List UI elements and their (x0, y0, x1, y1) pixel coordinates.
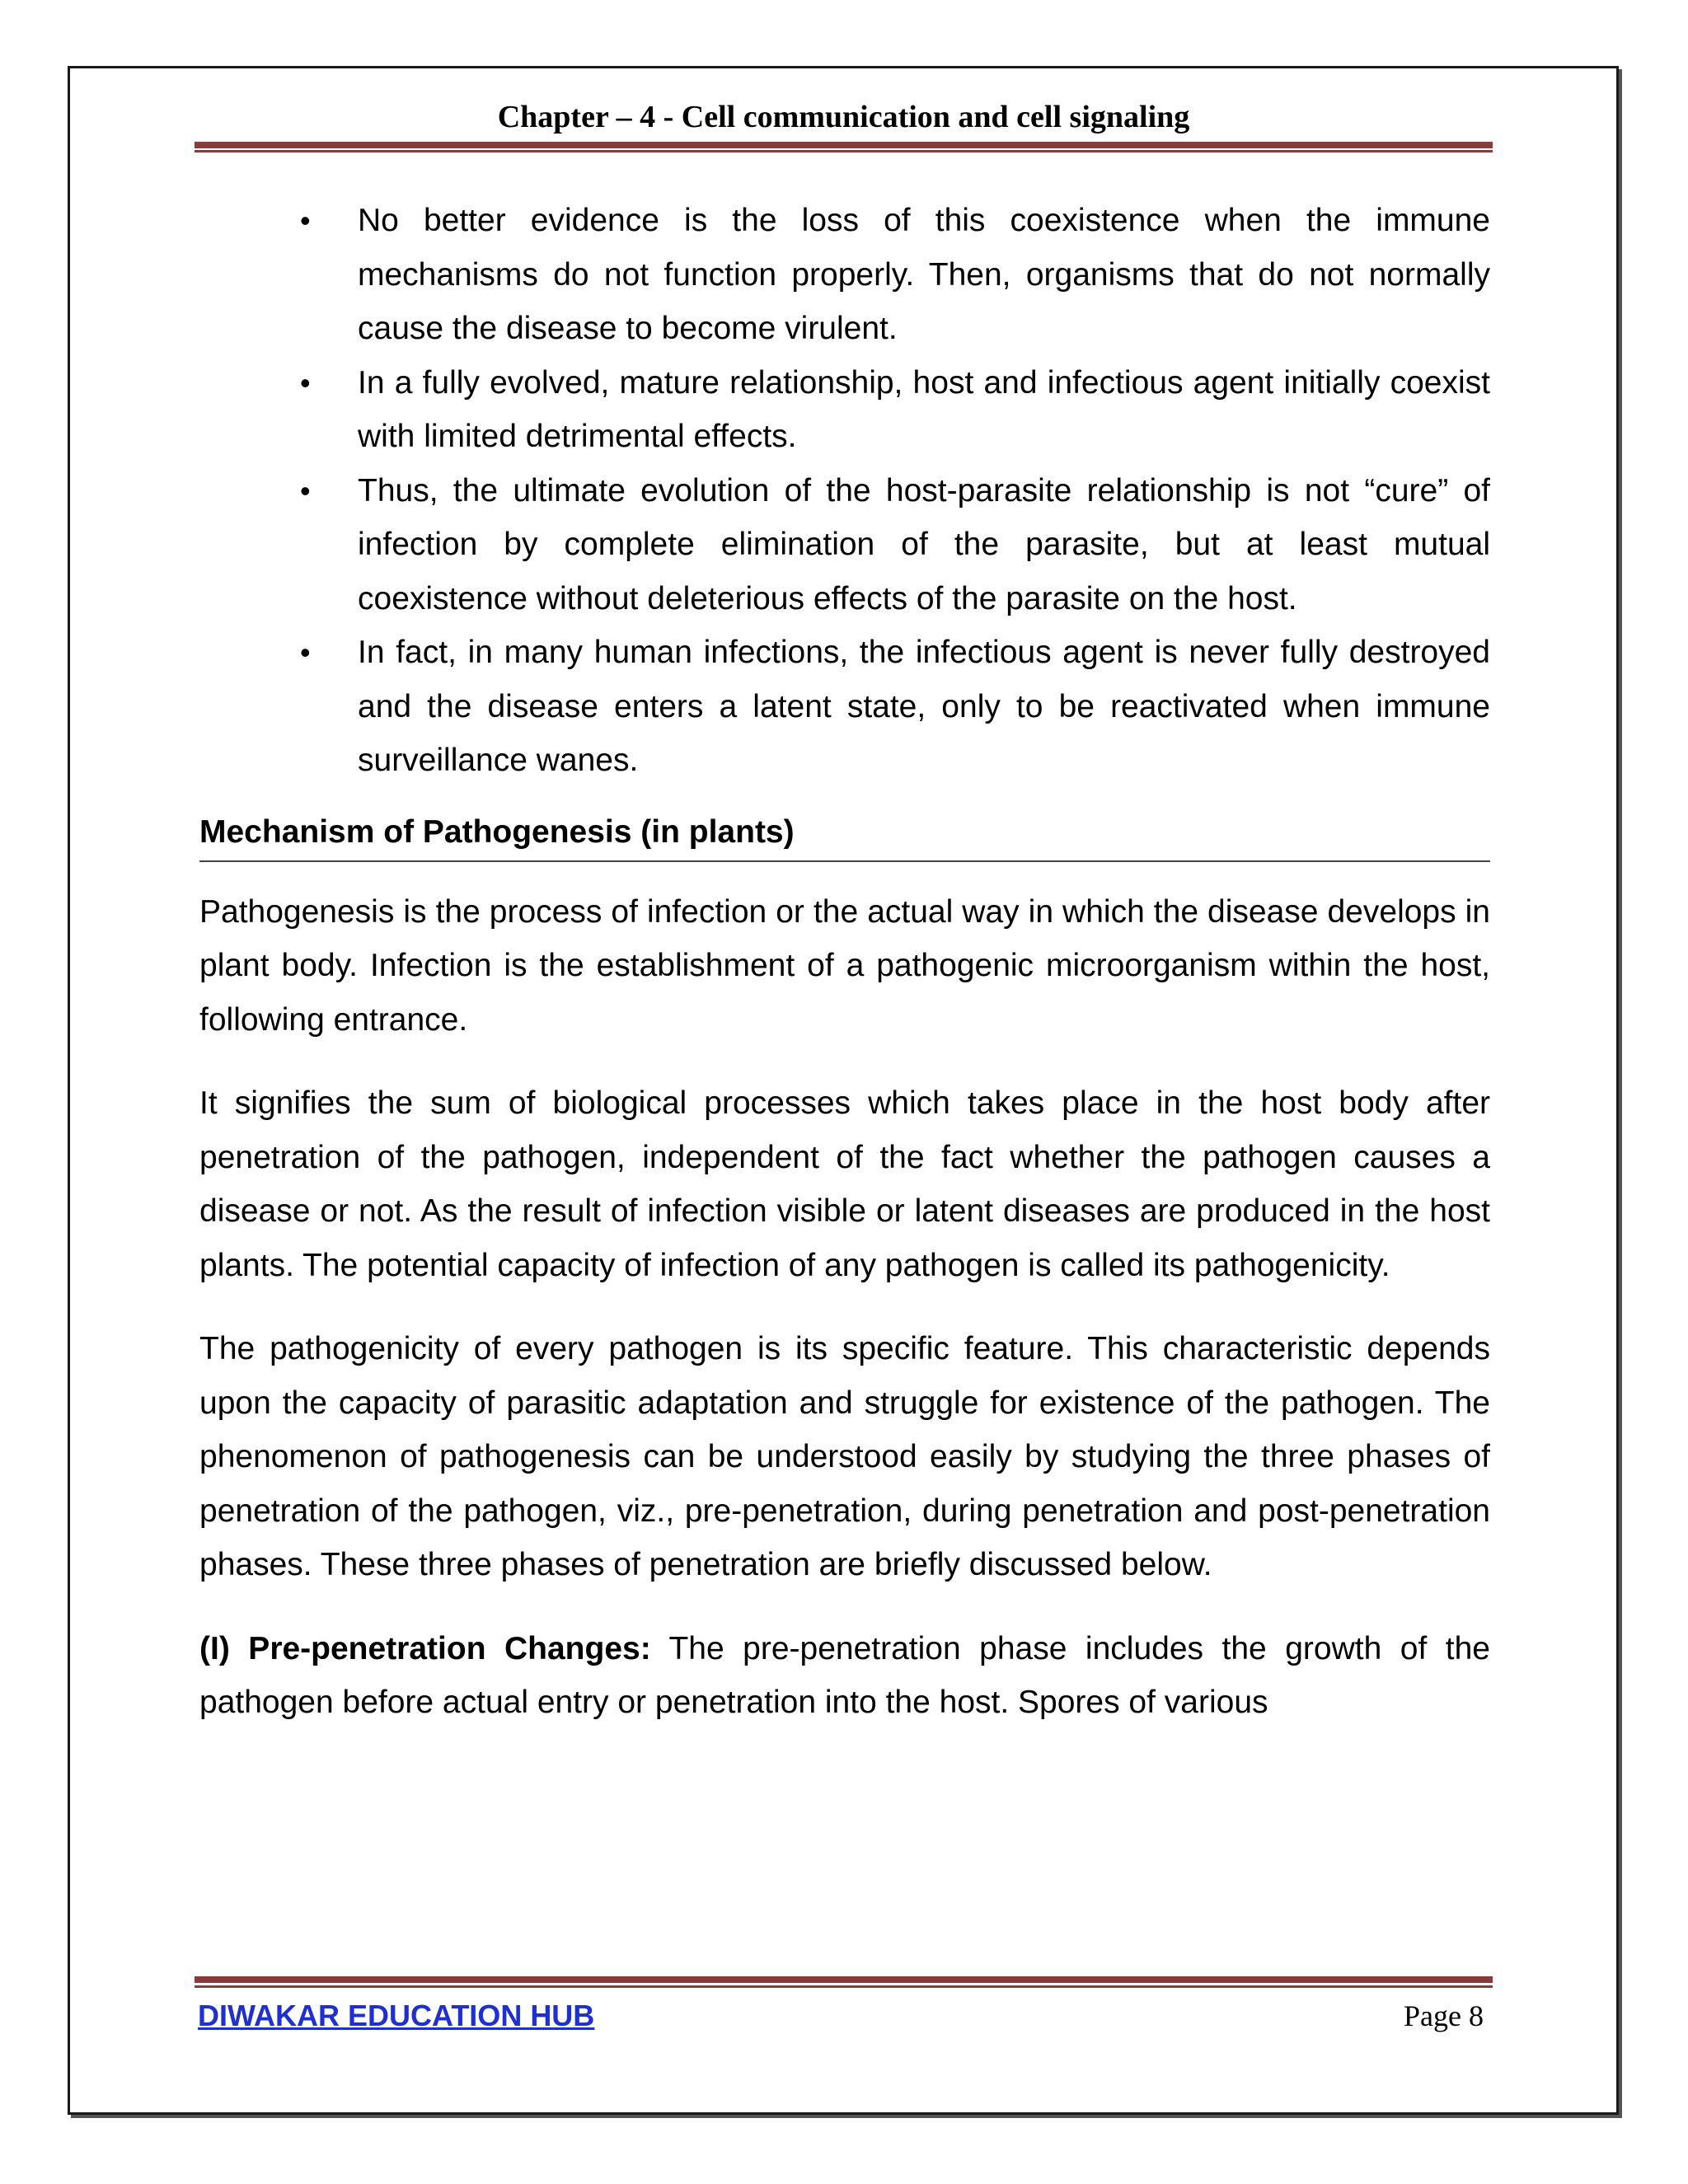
header-rule-thin (195, 150, 1493, 152)
bullet-icon: • (300, 635, 311, 669)
paragraph: It signifies the sum of biological processes which takes place in the host body after penetration of the pathogen, independent of the fact whether the pathogen causes a disease or not. As the result of infection visible or latent diseases are produced in the host plants. The potential capacity of infection of any pathogen is called its pathogenicity. (199, 1085, 1490, 1283)
bullet-list (199, 194, 1490, 788)
bullet-icon: • (300, 204, 311, 237)
pre-penetration-text: The pre-penetration phase includes the growth of the pathogen before actual entry or penetration into the host. Spores of various (199, 1630, 1490, 1720)
footer-brand-link[interactable]: DIWAKAR EDUCATION HUB (198, 1999, 595, 2032)
page-header-title: Chapter – 4 - Cell communication and cell signaling (497, 100, 1190, 134)
header-rule-thick (195, 142, 1493, 148)
bullet-text: No better evidence is the loss of this coexistence when the immune mechanisms do not function properly. Then, organisms that do not normally cause the disease to become virulent. (358, 203, 1490, 346)
paragraph: The pathogenicity of every pathogen is its specific feature. This characteristic depends upon the capacity of parasitic adaptation and struggle for existence of the pathogen. The phenomenon of pathogenesis can be understood easily by studying the three phases of penetration of the pathogen, viz., pre-penetration, during penetration and post-penetration phases. These three phases of penetration are briefly discussed below. (199, 1331, 1490, 1582)
page-content (199, 194, 1490, 1730)
bullet-item (300, 626, 1490, 788)
bullet-item (300, 464, 1490, 626)
paragraph: Pathogenesis is the process of infection or the actual way in which the disease develops in plant body. Infection is the establishment of a pathogenic microorganism within the host, following entrance. (199, 893, 1490, 1038)
pre-penetration-lead: (I) Pre-penetration Changes: (199, 1630, 651, 1666)
bullet-text: Thus, the ultimate evolution of the host-parasite relationship is not “cure” of infection by complete elimination of the parasite, but at least mutual coexistence without deleterious effects of the parasite on the host. (358, 472, 1490, 616)
paragraph-pre-penetration (199, 1622, 1490, 1730)
bullet-text: In fact, in many human infections, the infectious agent is never fully destroyed and the disease enters a latent state, only to be reactivated when immune surveillance wanes. (358, 635, 1490, 778)
section-heading: Mechanism of Pathogenesis (in plants) (199, 808, 1490, 862)
bullet-item (300, 194, 1490, 356)
bullet-icon: • (300, 473, 311, 508)
bullet-icon: • (300, 365, 311, 400)
page-number: Page 8 (1404, 1999, 1484, 2032)
bullet-item (300, 356, 1490, 464)
bullet-text: In a fully evolved, mature relationship, host and infectious agent initially coexist with limited detrimental effects. (358, 364, 1490, 454)
footer-rule-thick (195, 1976, 1493, 1983)
footer-rule-thin (195, 1985, 1493, 1988)
